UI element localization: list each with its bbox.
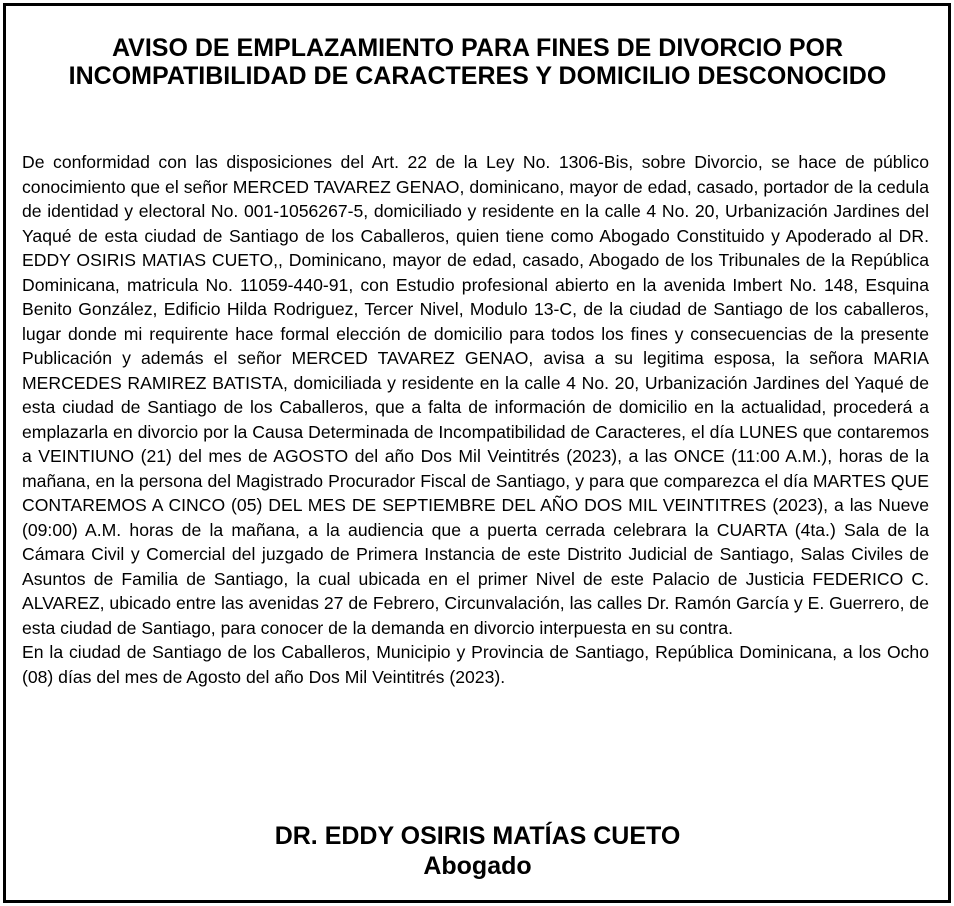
notice-body — [22, 150, 929, 689]
notice-frame — [3, 3, 951, 903]
notice-paragraph-main: De conformidad con las disposiciones del Art. 22 de la Ley No. 1306-Bis, sobre Divorcio, se hace de público conocimiento que el señor MERCED TAVAREZ GENAO, dominicano, mayor de edad, casado, portador de la cedula de identidad y electoral No. 001-1056267-5, domiciliado y residente en la calle 4 No. 20, Urbanización Jardines del Yaqué de esta ciudad de Santiago de los Caballeros, quien tiene como Abogado Constituido y Apoderado al DR. EDDY OSIRIS MATIAS CUETO,, Dominicano, mayor de edad, casado, Abogado de los Tribunales de la República Dominicana, matricula No. 11059-440-91, con Estudio profesional abierto en la avenida Imbert No. 148, Esquina Benito González, Edificio Hilda Rodriguez, Tercer Nivel, Modulo 13-C, de la ciudad de Santiago de los caballeros, lugar donde mi requirente hace formal elección de domicilio para todos los fines y consecuencias de la presente Publicación y además el señor MERCED TAVAREZ GENAO, avisa a su legitima esposa, la señora MARIA MERCEDES RAMIREZ BATISTA, domiciliada y residente en la calle 4 No. 20, Urbanización Jardines del Yaqué de esta ciudad de Santiago de los Caballeros, que a falta de información de domicilio en la actualidad, procederá a emplazarla en divorcio por la Causa Determinada de Incompatibilidad de Caracteres, el día LUNES que contaremos a VEINTIUNO (21) del mes de AGOSTO del año Dos Mil Veintitrés (2023), a las ONCE (11:00 A.M.), horas de la mañana, en la persona del Magistrado Procurador Fiscal de Santiago, y para que comparezca el día MARTES QUE CONTAREMOS A CINCO (05) DEL MES DE SEPTIEMBRE DEL AÑO DOS MIL VEINTITRES (2023), a las Nueve (09:00) A.M. horas de la mañana, a la audiencia que a puerta cerrada celebrara la CUARTA (4ta.) Sala de la Cámara Civil y Comercial del juzgado de Primera Instancia de este Distrito Judicial de Santiago, Salas Civiles de Asuntos de Familia de Santiago, la cual ubicada en el primer Nivel de este Palacio de Justicia FEDERICO C. ALVAREZ, ubicado entre las avenidas 27 de Febrero, Circunvalación, las calles Dr. Ramón García y E. Guerrero, de esta ciudad de Santiago, para conocer de la demanda en divorcio interpuesta en su contra. — [22, 152, 929, 638]
signature-name: DR. EDDY OSIRIS MATÍAS CUETO — [274, 822, 681, 850]
signature-role: Abogado — [423, 852, 532, 880]
notice-title: AVISO DE EMPLAZAMIENTO PARA FINES DE DIVORCIO POR INCOMPATIBILIDAD DE CARACTERES Y DOMICILIO DESCONOCIDO — [68, 34, 887, 90]
notice-paragraph-closing: En la ciudad de Santiago de los Caballeros, Municipio y Provincia de Santiago, República Dominicana, a los Ocho (08) días del mes de Agosto del año Dos Mil Veintitrés (2023). — [22, 642, 929, 687]
